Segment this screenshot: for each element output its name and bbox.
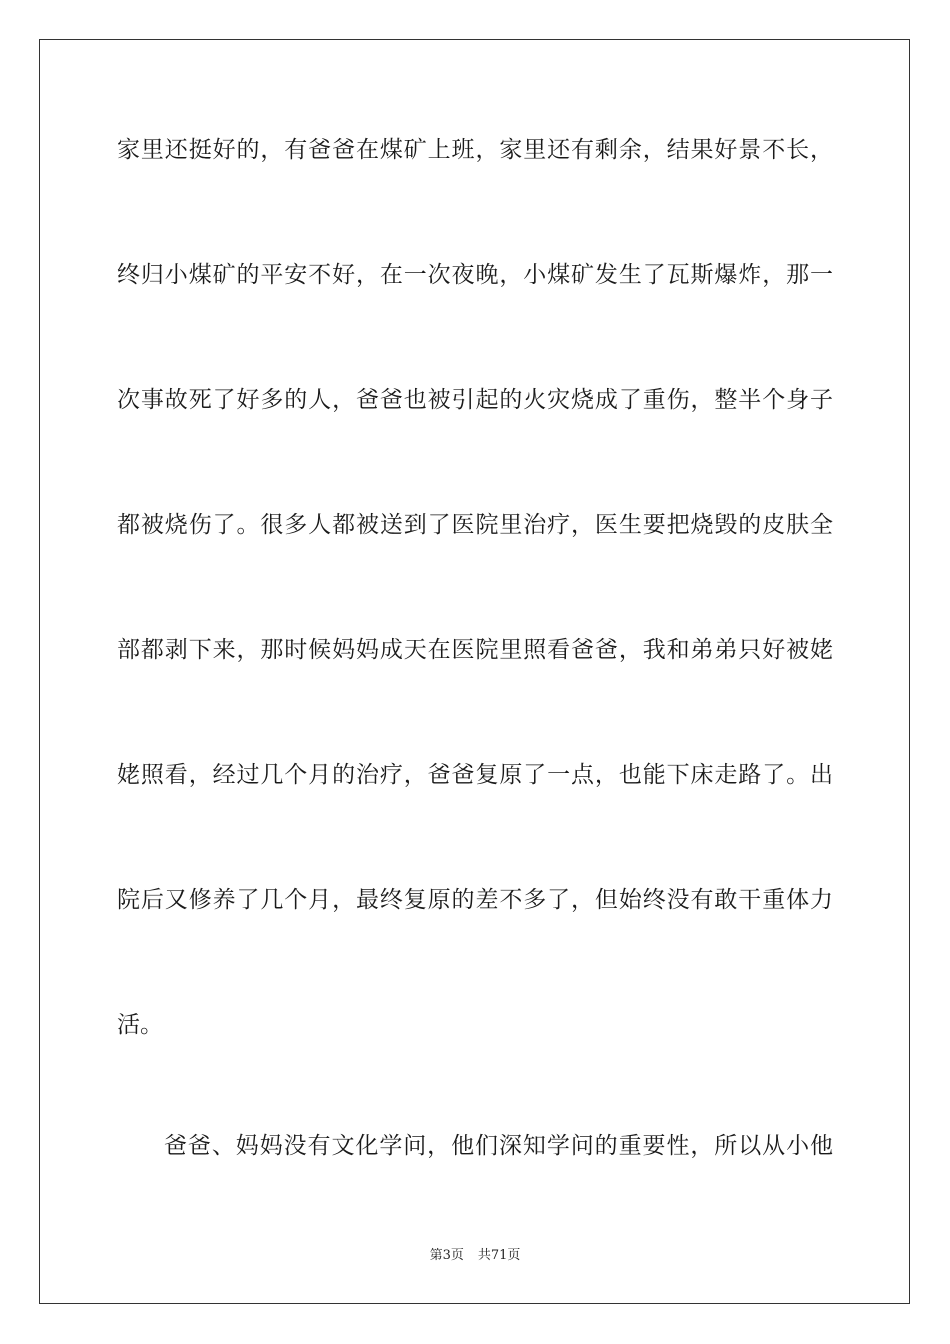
body-text-line-3: 次事故死了好多的人，爸爸也被引起的火灾烧成了重伤，整半个身子 [117,387,833,413]
body-text-line-5: 部都剥下来，那时候妈妈成天在医院里照看爸爸，我和弟弟只好被姥 [117,637,833,663]
body-text-line-2: 终归小煤矿的平安不好，在一次夜晚，小煤矿发生了瓦斯爆炸，那一 [117,262,833,288]
body-text-line-1: 家里还挺好的，有爸爸在煤矿上班，家里还有剩余，结果好景不长， [117,137,833,163]
body-text-line-6: 姥照看，经过几个月的治疗，爸爸复原了一点，也能下床走路了。出 [117,762,833,788]
paragraph-start-line: 爸爸、妈妈没有文化学问，他们深知学问的重要性，所以从小他 [164,1133,833,1159]
body-text-line-7: 院后又修养了几个月，最终复原的差不多了，但始终没有敢干重体力 [117,887,833,913]
page-footer [0,1247,950,1265]
body-text-line-4: 都被烧伤了。很多人都被送到了医院里治疗，医生要把烧毁的皮肤全 [117,512,833,538]
body-text-line-8: 活。 [117,1012,163,1038]
page-number: 第3页 [429,1248,464,1263]
page-border [39,39,910,1304]
total-pages: 共71页 [477,1248,521,1263]
